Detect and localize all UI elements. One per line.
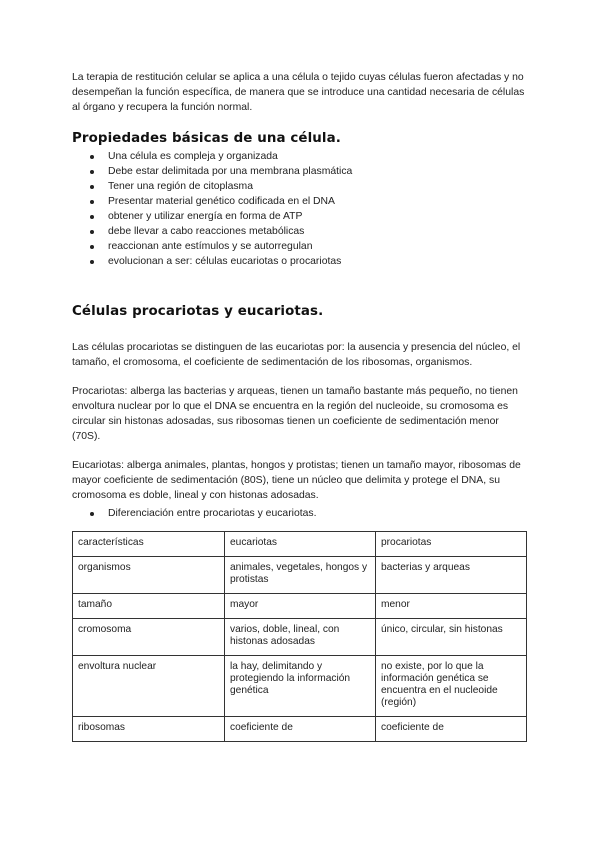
comparison-table [72, 531, 527, 742]
list-item-text: debe llevar a cabo reacciones metabólicas [108, 226, 305, 237]
table-cell: tamaño [73, 594, 225, 619]
table-row [73, 532, 527, 557]
list-item [72, 209, 528, 224]
list-item [72, 179, 528, 194]
prokaryotes-paragraph: Procariotas: alberga las bacterias y arqueas, tienen un tamaño bastante más pequeño, no tienen envoltura nuclear por lo que el DNA se encuentra en la región del nucleoide, su cromosoma es circular sin histonas adosadas, sus ribosomas tienen un coeficiente de sedimentación menor (70S). [72, 386, 518, 442]
table-cell: eucariotas [225, 532, 376, 557]
table-cell: coeficiente de [225, 717, 376, 742]
table-cell: mayor [225, 594, 376, 619]
list-item [72, 239, 528, 254]
table-cell: coeficiente de [376, 717, 527, 742]
table-cell: no existe, por lo que la información genética se encuentra en el nucleoide (región) [376, 656, 527, 717]
bullet-icon [90, 200, 94, 204]
table-row [73, 619, 527, 656]
list-item-text: Diferenciación entre procariotas y eucariotas. [108, 508, 317, 519]
list-item [72, 149, 528, 164]
list-item-text: Tener una región de citoplasma [108, 181, 253, 192]
table-row [73, 594, 527, 619]
bullet-icon [90, 185, 94, 189]
intro-paragraph: La terapia de restitución celular se aplica a una célula o tejido cuyas células fueron afectadas y no desempeñan la función específica, de manera que se introduce una cantidad necesaria de células al órgano y recupera la función normal. [72, 72, 525, 113]
list-item [72, 224, 528, 239]
list-item-text: reaccionan ante estímulos y se autorregulan [108, 241, 313, 252]
table-cell: cromosoma [73, 619, 225, 656]
list-item-text: Debe estar delimitada por una membrana plasmática [108, 166, 353, 177]
cells-paragraph-1: Las células procariotas se distinguen de las eucariotas por: la ausencia y presencia del núcleo, el tamaño, el cromosoma, el coeficiente de sedimentación de los ribosomas, organismos. [72, 342, 521, 368]
table-cell: características [73, 532, 225, 557]
list-item-text: evolucionan a ser: células eucariotas o procariotas [108, 256, 342, 267]
bullet-icon [90, 230, 94, 234]
list-item-text: Presentar material genético codificada en el DNA [108, 196, 335, 207]
table-cell: procariotas [376, 532, 527, 557]
table-cell: envoltura nuclear [73, 656, 225, 717]
cells-heading: Células procariotas y eucariotas. [72, 304, 324, 319]
bullet-icon [90, 245, 94, 249]
list-item-text: Una célula es compleja y organizada [108, 151, 278, 162]
table-row [73, 557, 527, 594]
table-cell: bacterias y arqueas [376, 557, 527, 594]
properties-heading: Propiedades básicas de una célula. [72, 131, 341, 146]
bullet-icon [90, 155, 94, 159]
table-cell: único, circular, sin histonas [376, 619, 527, 656]
list-item [72, 164, 528, 179]
difference-list [72, 506, 528, 521]
eukaryotes-paragraph: Eucariotas: alberga animales, plantas, hongos y protistas; tienen un tamaño mayor, ribosomas de mayor coeficiente de sedimentación (80S), tiene un núcleo que delimita y protege el DNA, su cromosoma es doble, lineal y con histonas adosadas. [72, 460, 521, 501]
bullet-icon [90, 512, 94, 516]
properties-list [72, 149, 528, 269]
list-item [72, 506, 528, 521]
table-cell: organismos [73, 557, 225, 594]
bullet-icon [90, 170, 94, 174]
list-item [72, 194, 528, 209]
table-cell: menor [376, 594, 527, 619]
bullet-icon [90, 260, 94, 264]
table-row [73, 717, 527, 742]
table-cell: animales, vegetales, hongos y protistas [225, 557, 376, 594]
table-row [73, 656, 527, 717]
bullet-icon [90, 215, 94, 219]
table-cell: varios, doble, lineal, con histonas adosadas [225, 619, 376, 656]
list-item [72, 254, 528, 269]
list-item-text: obtener y utilizar energía en forma de ATP [108, 211, 303, 222]
table-cell: la hay, delimitando y protegiendo la información genética [225, 656, 376, 717]
table-cell: ribosomas [73, 717, 225, 742]
